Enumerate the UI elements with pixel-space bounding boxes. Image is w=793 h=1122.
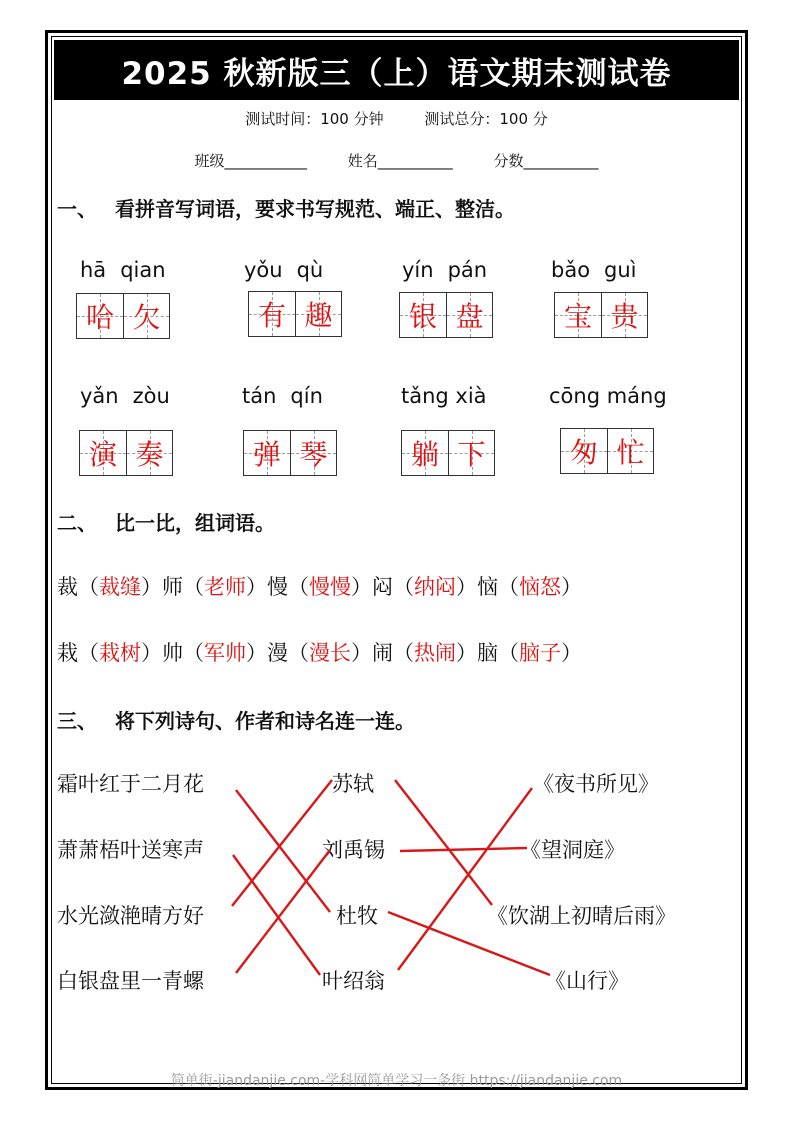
score-field[interactable]: 分数__________ bbox=[493, 152, 599, 170]
compare-row-2: 栽（栽树）帅（军帅）漫（漫长）闹（热闹）脑（脑子） bbox=[57, 641, 582, 665]
answer[interactable]: 老师 bbox=[204, 575, 246, 599]
author-4[interactable]: 叶绍翁 bbox=[322, 969, 385, 993]
answer[interactable]: 裁缝 bbox=[99, 575, 141, 599]
answer[interactable]: 脑子 bbox=[519, 641, 561, 665]
author-2[interactable]: 刘禹锡 bbox=[322, 838, 385, 862]
author-3[interactable]: 杜牧 bbox=[336, 904, 378, 928]
char-grid-3[interactable]: 银 盘 bbox=[399, 292, 493, 338]
poem-title-3[interactable]: 《饮湖上初晴后雨》 bbox=[487, 904, 676, 928]
char-grid-1[interactable]: 哈 欠 bbox=[76, 293, 170, 339]
connect-line bbox=[232, 780, 332, 906]
test-time: 测试时间：100 分钟 bbox=[245, 110, 384, 128]
answer-lines bbox=[232, 780, 550, 975]
char-grid-5[interactable]: 演 奏 bbox=[79, 430, 173, 476]
pinyin-7: tǎng xià bbox=[401, 384, 487, 408]
compare-row-1: 裁（裁缝）师（老师）慢（慢慢）闷（纳闷）恼（恼怒） bbox=[57, 575, 582, 599]
char-grid-7[interactable]: 躺 下 bbox=[401, 430, 495, 476]
poem-line-4[interactable]: 白银盘里一青螺 bbox=[57, 969, 204, 993]
pinyin-1: hā qian bbox=[80, 258, 166, 282]
char-grid-2[interactable]: 有 趣 bbox=[248, 291, 342, 337]
connect-line bbox=[233, 855, 320, 975]
connect-line bbox=[400, 848, 527, 851]
char-grid-8[interactable]: 匆 忙 bbox=[560, 428, 654, 474]
footer-watermark: 简单街-jiandanjie.com-学科网简单学习一条街 https://jiandanjie.com bbox=[170, 1073, 623, 1089]
answer[interactable]: 慢慢 bbox=[309, 575, 351, 599]
answer[interactable]: 热闹 bbox=[414, 641, 456, 665]
pinyin-2: yǒu qù bbox=[244, 258, 324, 282]
poem-line-3[interactable]: 水光潋滟晴方好 bbox=[57, 904, 204, 928]
connect-line bbox=[388, 912, 550, 975]
connect-line bbox=[236, 850, 330, 973]
answer[interactable]: 栽树 bbox=[99, 641, 141, 665]
connect-line bbox=[395, 780, 492, 905]
char-grid-4[interactable]: 宝 贵 bbox=[554, 292, 648, 338]
name-field[interactable]: 姓名__________ bbox=[347, 152, 453, 170]
section-instruction: 看拼音写词语，要求书写规范、端正、整洁。 bbox=[115, 197, 515, 221]
test-total-score: 测试总分：100 分 bbox=[424, 110, 548, 128]
pinyin-4: bǎo guì bbox=[551, 258, 637, 282]
poem-line-1[interactable]: 霜叶红于二月花 bbox=[57, 772, 204, 796]
answer[interactable]: 漫长 bbox=[309, 641, 351, 665]
connect-line bbox=[236, 790, 330, 912]
pinyin-8: cōng máng bbox=[549, 384, 667, 408]
section-number: 一、 bbox=[57, 197, 97, 221]
section-3-heading: 三、 将下列诗句、作者和诗名连一连。 bbox=[57, 709, 415, 733]
pinyin-3: yín pán bbox=[402, 258, 488, 282]
pinyin-5: yǎn zòu bbox=[80, 384, 170, 408]
char-grid-6[interactable]: 弹 琴 bbox=[243, 430, 337, 476]
answer[interactable]: 恼怒 bbox=[519, 575, 561, 599]
section-2-heading: 二、 比一比，组词语。 bbox=[57, 511, 275, 535]
author-1[interactable]: 苏轼 bbox=[332, 772, 374, 796]
answer[interactable]: 纳闷 bbox=[414, 575, 456, 599]
answer[interactable]: 军帅 bbox=[204, 641, 246, 665]
poem-title-1[interactable]: 《夜书所见》 bbox=[533, 772, 659, 796]
poem-line-2[interactable]: 萧萧梧叶送寒声 bbox=[57, 838, 204, 862]
poem-title-4[interactable]: 《山行》 bbox=[545, 969, 629, 993]
pinyin-6: tán qín bbox=[242, 384, 323, 408]
page-title: 2025 秋新版三（上）语文期末测试卷 bbox=[54, 40, 739, 100]
class-field[interactable]: 班级___________ bbox=[194, 152, 307, 170]
poem-title-2[interactable]: 《望洞庭》 bbox=[520, 838, 625, 862]
